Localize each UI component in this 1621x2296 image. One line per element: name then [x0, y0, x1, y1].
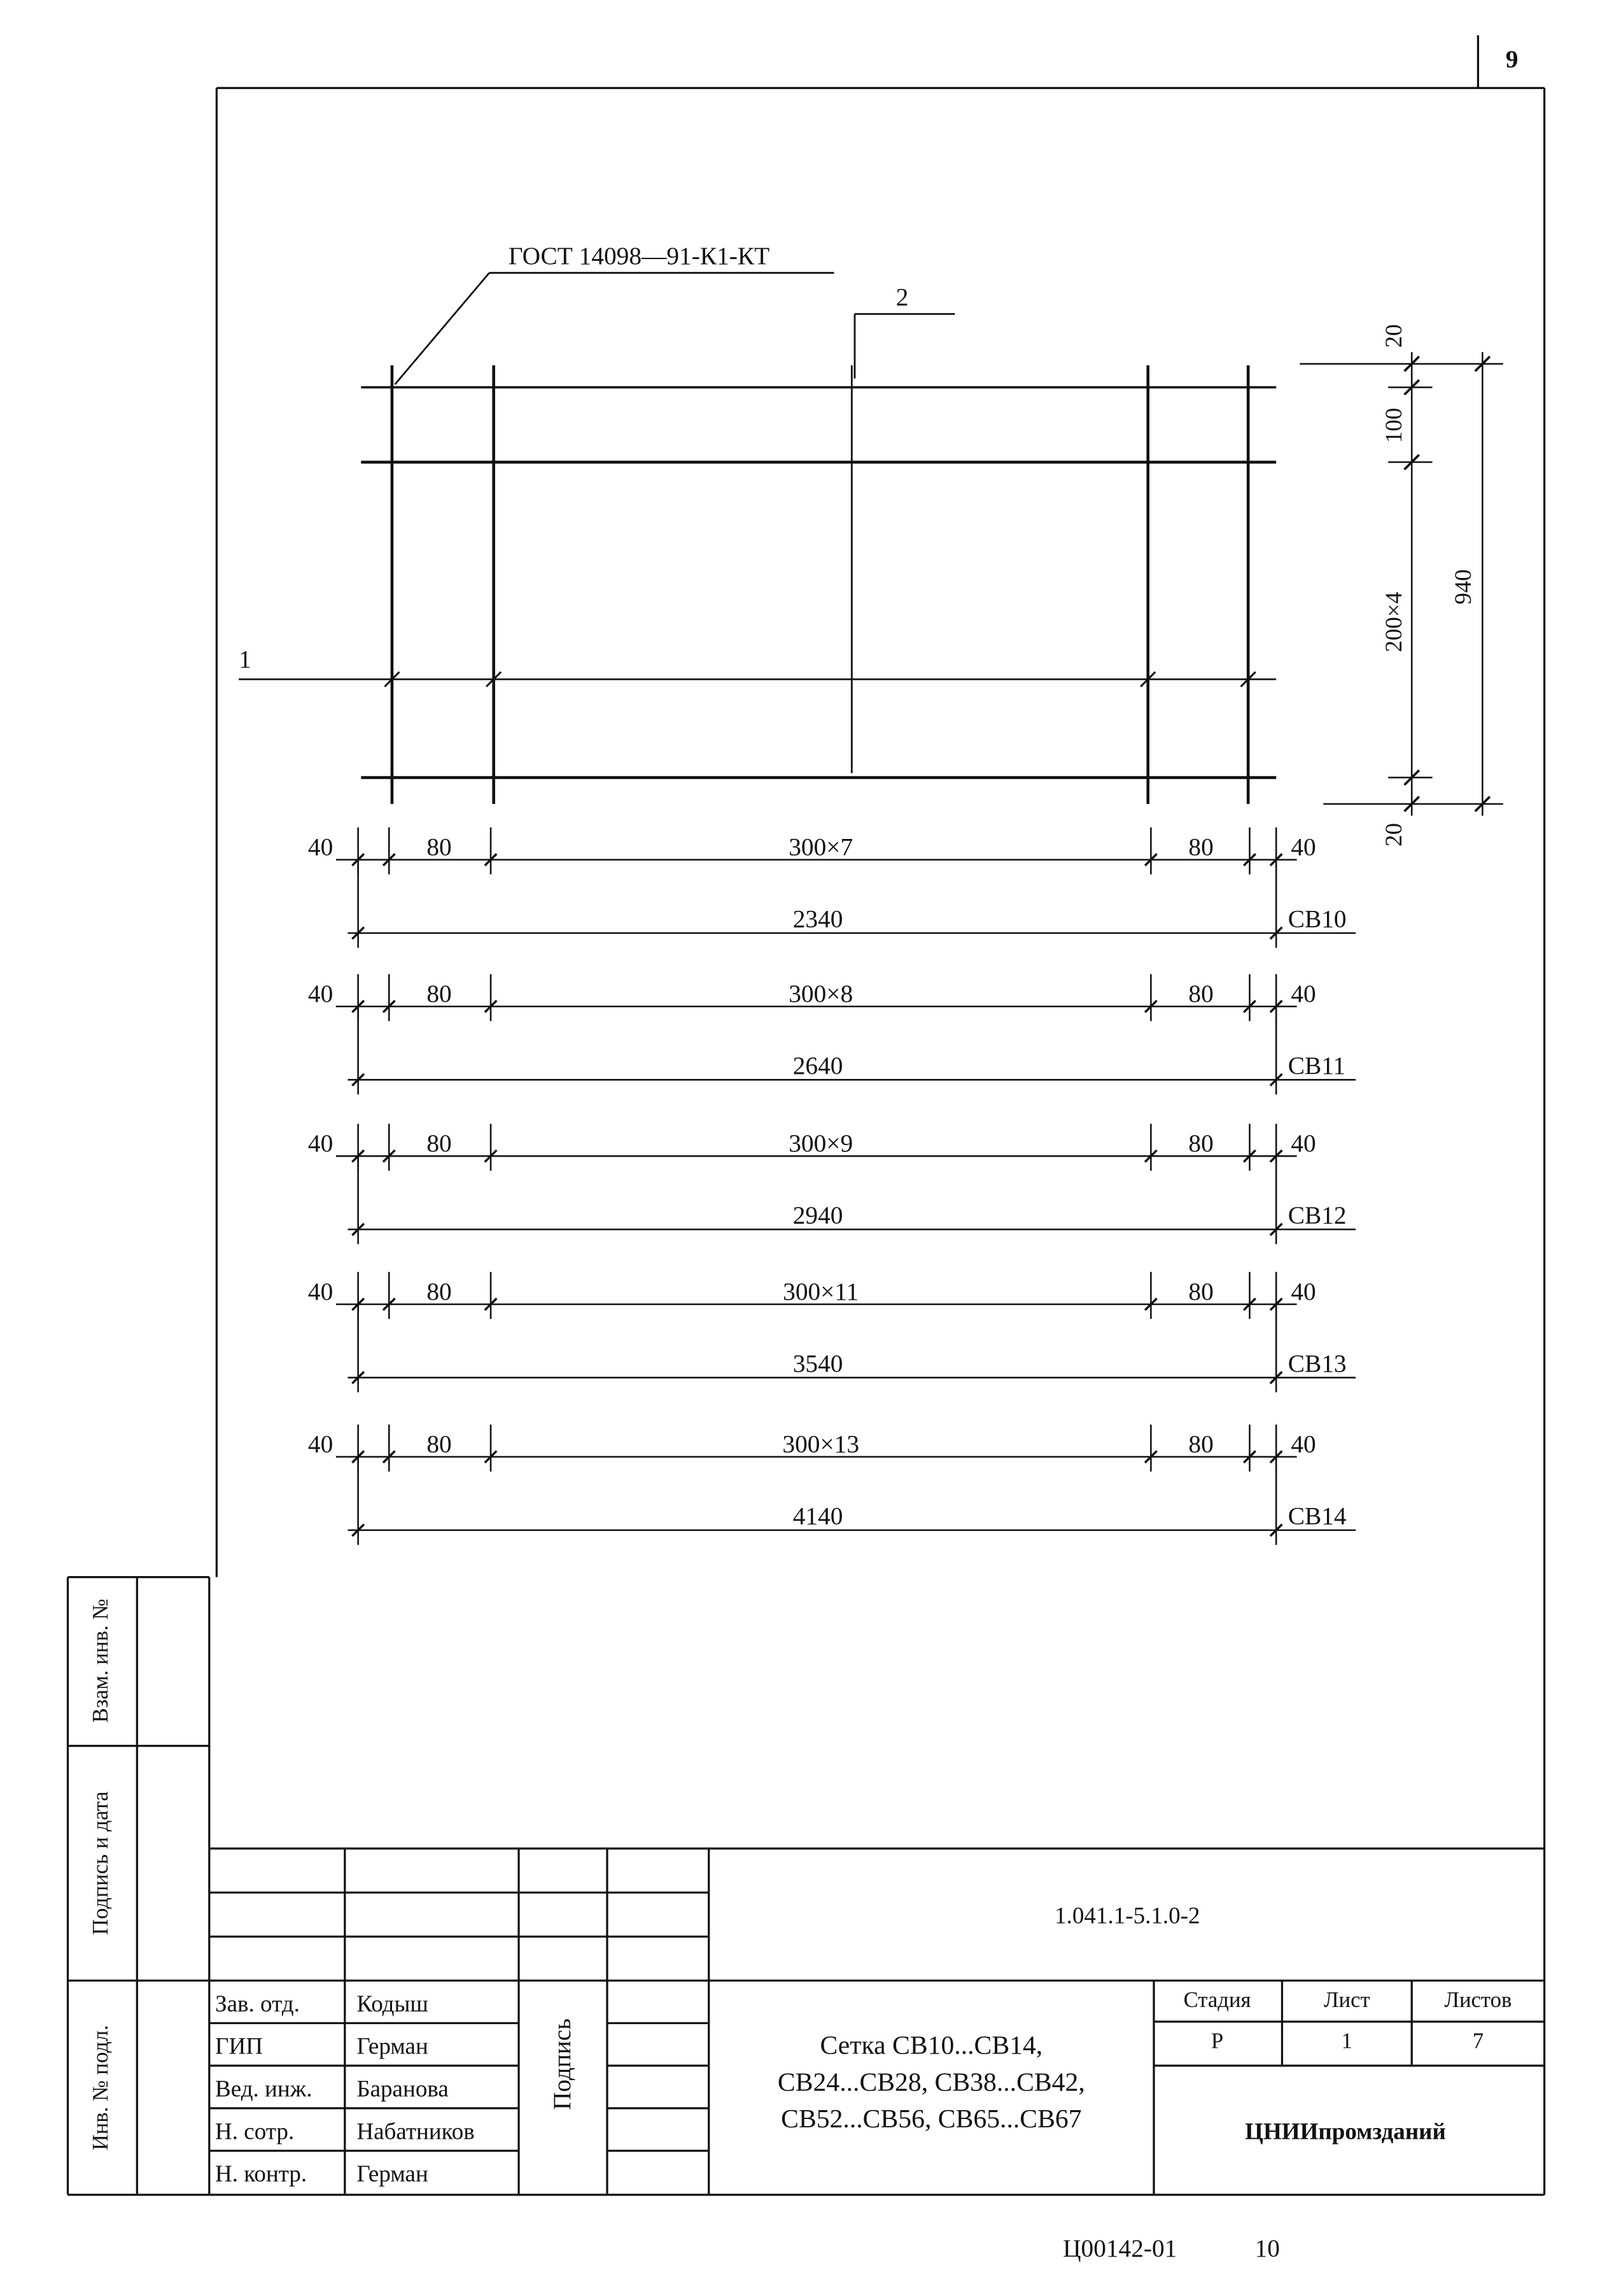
footer-code: Ц00142-01 — [1063, 2234, 1177, 2262]
mesh-drawing — [239, 243, 1503, 847]
dim-edge-right: 80 — [1188, 980, 1214, 1008]
dim-middle-span: 300×7 — [789, 833, 853, 861]
dim-edge-left: 80 — [426, 833, 452, 861]
sheet-value: 1 — [1341, 2029, 1353, 2053]
staff-role: ГИП — [215, 2032, 263, 2059]
dim-end-right: 40 — [1291, 833, 1316, 861]
dim-bottom: 20 — [1380, 822, 1407, 847]
sheets-label: Листов — [1444, 1988, 1512, 2012]
replaced-inv-label: Взам. инв. № — [88, 1598, 113, 1723]
vertical-bars — [392, 365, 1248, 804]
sheet-label: Лист — [1323, 1988, 1370, 2012]
callout-2: 2 — [895, 283, 909, 311]
gost-leader — [395, 273, 834, 384]
staff-role: Н. сотр. — [215, 2118, 295, 2145]
dim-end-left: 40 — [307, 980, 333, 1008]
staff-name: Кодыш — [356, 1990, 428, 2017]
dim-end-left: 40 — [307, 1130, 333, 1158]
mesh-mark: СВ14 — [1288, 1502, 1347, 1530]
document-code: 1.041.1-5.1.0-2 — [1055, 1902, 1200, 1929]
dim-total-length: 4140 — [792, 1502, 843, 1530]
dim-total-length: 2340 — [792, 905, 843, 933]
signature-header: Подпись — [549, 2018, 577, 2110]
dim-edge-right: 80 — [1188, 1130, 1214, 1158]
staff-role: Вед. инж. — [215, 2075, 312, 2102]
callout-1: 1 — [239, 645, 251, 673]
mesh-mark: СВ10 — [1288, 905, 1347, 933]
dim-end-left: 40 — [307, 1278, 333, 1306]
dim-middle-span: 300×9 — [789, 1130, 853, 1158]
signature-date-label: Подпись и дата — [88, 1791, 113, 1935]
stage-label: Стадия — [1183, 1988, 1251, 2012]
dim-end-right: 40 — [1291, 1278, 1316, 1306]
dim-edge-left: 80 — [426, 1430, 452, 1458]
dim-middle-span: 300×13 — [782, 1430, 860, 1458]
staff-role: Н. контр. — [215, 2160, 307, 2187]
mesh-mark: СВ12 — [1288, 1202, 1347, 1230]
footer-number: 10 — [1254, 2234, 1280, 2262]
dim-end-left: 40 — [307, 833, 333, 861]
dim-edge-left: 80 — [426, 1130, 452, 1158]
dim-end-right: 40 — [1291, 980, 1316, 1008]
dim-total-height: 940 — [1449, 569, 1476, 605]
mesh-mark: СВ13 — [1288, 1350, 1347, 1377]
original-inv-label: Инв. № подл. — [88, 2025, 113, 2151]
dim-end-right: 40 — [1291, 1130, 1316, 1158]
dim-total-length: 2940 — [792, 1202, 843, 1230]
dim-edge-right: 80 — [1188, 1430, 1214, 1458]
organization: ЦНИИпромзданий — [1245, 2118, 1446, 2145]
page-number: 9 — [1505, 46, 1519, 73]
sheets-value: 7 — [1472, 2029, 1484, 2053]
dim-middle-span: 300×8 — [789, 980, 853, 1008]
staff-name: Герман — [356, 2032, 428, 2059]
staff-name: Герман — [356, 2160, 428, 2187]
dim-total-length: 2640 — [792, 1052, 843, 1080]
title-line: СВ24...СВ28, СВ38...СВ42, — [777, 2067, 1085, 2097]
dim-spacing: 200×4 — [1380, 591, 1407, 652]
document-title — [778, 2031, 1085, 2133]
gost-note: ГОСТ 14098—91-К1-КТ — [508, 242, 770, 270]
stage-value: Р — [1210, 2029, 1224, 2053]
horizontal-bars — [239, 387, 1276, 777]
callout-2-leader — [855, 314, 955, 378]
title-line: Сетка СВ10...СВ14, — [820, 2030, 1043, 2060]
dim-top: 20 — [1380, 324, 1407, 348]
dim-end-right: 40 — [1291, 1430, 1316, 1458]
dimension-rows — [308, 828, 1356, 1545]
staff-name: Баранова — [356, 2075, 449, 2102]
staff-name: Набатников — [356, 2118, 475, 2145]
dim-end-left: 40 — [307, 1430, 333, 1458]
dim-middle-span: 300×11 — [783, 1278, 859, 1306]
dim-edge-right: 80 — [1188, 833, 1214, 861]
title-line: СВ52...СВ56, СВ65...СВ67 — [781, 2104, 1082, 2133]
dim-edge-right: 80 — [1188, 1278, 1214, 1306]
dim-total-length: 3540 — [792, 1350, 843, 1377]
dim-edge-left: 80 — [426, 1278, 452, 1306]
staff-role: Зав. отд. — [215, 1990, 300, 2017]
mesh-mark: СВ11 — [1288, 1052, 1346, 1080]
dim-upper: 100 — [1380, 407, 1407, 444]
dim-edge-left: 80 — [426, 980, 452, 1008]
